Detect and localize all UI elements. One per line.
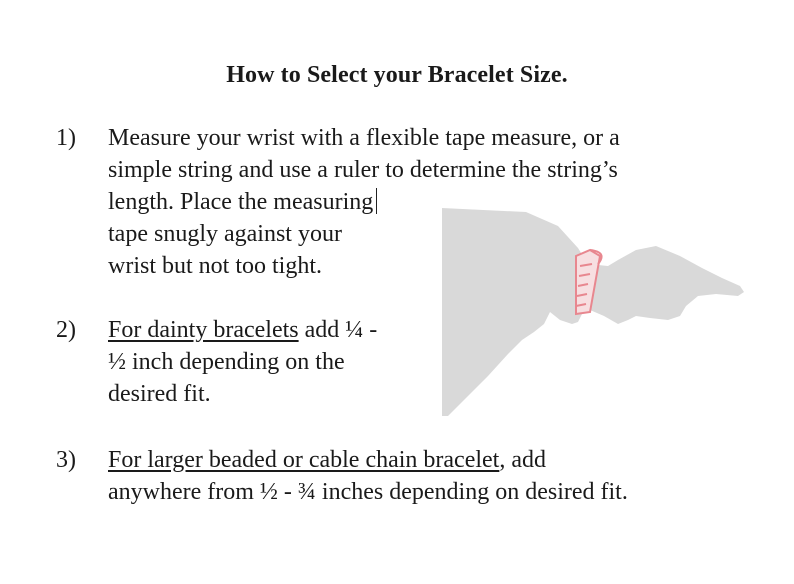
step-number: 1) [56, 125, 76, 151]
step-line: desired fit. [108, 381, 211, 407]
larger-bracelets-link[interactable]: For larger beaded or cable chain bracelet [108, 447, 500, 473]
step-line: length. Place the measuring [108, 189, 374, 215]
step-line: Measure your wrist with a flexible tape measure, or a [108, 125, 620, 151]
dainty-bracelets-link[interactable]: For dainty bracelets [108, 317, 299, 343]
step-line: anywhere from ½ - ¾ inches depending on desired fit. [108, 479, 628, 505]
step-number: 2) [56, 317, 76, 343]
hand-silhouette [442, 208, 744, 416]
step-line: wrist but not too tight. [108, 253, 323, 279]
wrist-measuring-tape-icon [440, 204, 746, 420]
step-text [108, 314, 377, 410]
step-line: simple string and use a ruler to determine the string’s [108, 157, 618, 183]
step-line-rest: add ¼ - [298, 317, 378, 343]
step-number: 3) [56, 447, 76, 473]
step-first-line [108, 314, 377, 346]
step-line: tape snugly against your [108, 221, 342, 247]
step-first-line [108, 444, 628, 476]
wrist-measuring-illustration [440, 204, 746, 420]
page-title: How to Select your Bracelet Size. [226, 62, 568, 88]
text-cursor [376, 188, 377, 214]
step-line: ½ inch depending on the [108, 349, 345, 375]
step-line-rest: , add [499, 447, 547, 473]
step-text [108, 444, 628, 508]
